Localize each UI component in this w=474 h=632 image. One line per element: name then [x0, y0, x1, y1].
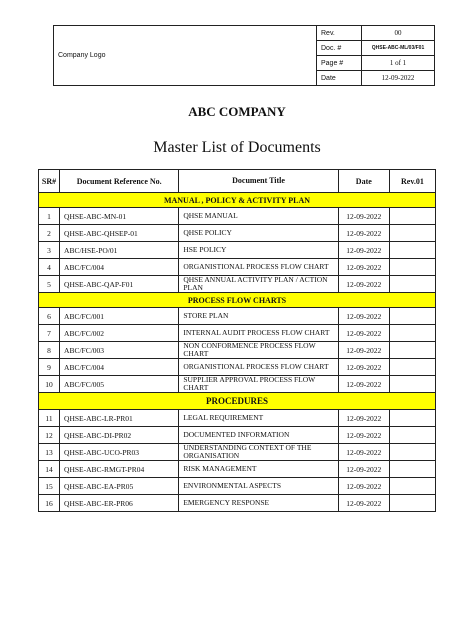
table-row — [39, 444, 436, 461]
cell-title: QHSE ANNUAL ACTIVITY PLAN / ACTION PLAN — [179, 276, 338, 293]
col-header-ref: Document Reference No. — [60, 170, 179, 193]
cell-rev — [389, 225, 435, 242]
cell-date: 12-09-2022 — [338, 242, 389, 259]
cell-date: 12-09-2022 — [338, 308, 389, 325]
header-value-page: 1 of 1 — [362, 56, 435, 71]
cell-date: 12-09-2022 — [338, 427, 389, 444]
document-header — [53, 25, 435, 86]
cell-reference: QHSE-ABC-MN-01 — [60, 208, 179, 225]
cell-rev — [389, 259, 435, 276]
cell-title: ORGANISTIONAL PROCESS FLOW CHART — [179, 259, 338, 276]
table-row — [39, 461, 436, 478]
col-header-rev: Rev.01 — [389, 170, 435, 193]
cell-sr: 16 — [39, 495, 60, 512]
table-row — [39, 427, 436, 444]
table-row — [39, 259, 436, 276]
cell-date: 12-09-2022 — [338, 461, 389, 478]
cell-date: 12-09-2022 — [338, 342, 389, 359]
table-row — [39, 325, 436, 342]
cell-sr: 7 — [39, 325, 60, 342]
col-header-sr: SR# — [39, 170, 60, 193]
cell-title: ORGANISTIONAL PROCESS FLOW CHART — [179, 359, 338, 376]
cell-title: ENVIRONMENTAL ASPECTS — [179, 478, 338, 495]
cell-title: RISK MANAGEMENT — [179, 461, 338, 478]
table-body — [39, 193, 436, 512]
section-row — [39, 293, 436, 308]
cell-date: 12-09-2022 — [338, 444, 389, 461]
cell-rev — [389, 427, 435, 444]
header-label-rev: Rev. — [317, 26, 362, 41]
cell-reference: ABC/FC/002 — [60, 325, 179, 342]
header-label-page: Page # — [317, 56, 362, 71]
cell-rev — [389, 359, 435, 376]
section-heading: PROCEDURES — [39, 393, 436, 410]
cell-sr: 8 — [39, 342, 60, 359]
cell-rev — [389, 342, 435, 359]
cell-date: 12-09-2022 — [338, 325, 389, 342]
cell-title: QHSE POLICY — [179, 225, 338, 242]
section-row — [39, 193, 436, 208]
cell-date: 12-09-2022 — [338, 276, 389, 293]
cell-sr: 3 — [39, 242, 60, 259]
section-heading: PROCESS FLOW CHARTS — [39, 293, 436, 308]
cell-reference: QHSE-ABC-LR-PR01 — [60, 410, 179, 427]
header-value-rev: 00 — [362, 26, 435, 41]
table-row — [39, 276, 436, 293]
company-name: ABC COMPANY — [188, 104, 286, 119]
cell-reference: ABC/HSE-PO/01 — [60, 242, 179, 259]
table-row — [39, 478, 436, 495]
cell-sr: 10 — [39, 376, 60, 393]
cell-title: SUPPLIER APPROVAL PROCESS FLOW CHART — [179, 376, 338, 393]
header-value-date: 12-09-2022 — [362, 71, 435, 86]
cell-rev — [389, 461, 435, 478]
section-heading: MANUAL , POLICY & ACTIVITY PLAN — [39, 193, 436, 208]
cell-sr: 13 — [39, 444, 60, 461]
cell-sr: 5 — [39, 276, 60, 293]
cell-title: DOCUMENTED INFORMATION — [179, 427, 338, 444]
cell-title: LEGAL REQUIREMENT — [179, 410, 338, 427]
table-row — [39, 208, 436, 225]
table-row — [39, 308, 436, 325]
cell-sr: 11 — [39, 410, 60, 427]
table-row — [39, 495, 436, 512]
table-row — [39, 342, 436, 359]
cell-title: INTERNAL AUDIT PROCESS FLOW CHART — [179, 325, 338, 342]
cell-date: 12-09-2022 — [338, 359, 389, 376]
cell-title: QHSE MANUAL — [179, 208, 338, 225]
cell-date: 12-09-2022 — [338, 495, 389, 512]
cell-rev — [389, 444, 435, 461]
cell-reference: QHSE-ABC-DI-PR02 — [60, 427, 179, 444]
cell-rev — [389, 478, 435, 495]
section-row — [39, 393, 436, 410]
table-header-row — [39, 170, 436, 193]
cell-reference: QHSE-ABC-RMGT-PR04 — [60, 461, 179, 478]
cell-reference: QHSE-ABC-UCO-PR03 — [60, 444, 179, 461]
cell-title: UNDERSTANDING CONTEXT OF THE ORGANISATION — [179, 444, 338, 461]
cell-rev — [389, 242, 435, 259]
cell-reference: QHSE-ABC-QAP-F01 — [60, 276, 179, 293]
cell-title: STORE PLAN — [179, 308, 338, 325]
cell-rev — [389, 208, 435, 225]
cell-rev — [389, 410, 435, 427]
cell-reference: QHSE-ABC-ER-PR06 — [60, 495, 179, 512]
header-label-date: Date — [317, 71, 362, 86]
cell-rev — [389, 495, 435, 512]
cell-title: NON CONFORMENCE PROCESS FLOW CHART — [179, 342, 338, 359]
cell-sr: 14 — [39, 461, 60, 478]
table-row — [39, 242, 436, 259]
cell-rev — [389, 276, 435, 293]
cell-reference: ABC/FC/004 — [60, 359, 179, 376]
cell-sr: 12 — [39, 427, 60, 444]
col-header-title: Document Title — [179, 170, 338, 193]
col-header-date: Date — [338, 170, 389, 193]
table-row — [39, 225, 436, 242]
cell-sr: 1 — [39, 208, 60, 225]
cell-reference: QHSE-ABC-QHSEP-01 — [60, 225, 179, 242]
cell-date: 12-09-2022 — [338, 208, 389, 225]
cell-rev — [389, 325, 435, 342]
cell-sr: 15 — [39, 478, 60, 495]
cell-date: 12-09-2022 — [338, 376, 389, 393]
cell-date: 12-09-2022 — [338, 259, 389, 276]
cell-sr: 4 — [39, 259, 60, 276]
cell-reference: ABC/FC/003 — [60, 342, 179, 359]
cell-sr: 9 — [39, 359, 60, 376]
cell-date: 12-09-2022 — [338, 410, 389, 427]
cell-sr: 6 — [39, 308, 60, 325]
table-row — [39, 410, 436, 427]
table-row — [39, 359, 436, 376]
cell-rev — [389, 376, 435, 393]
cell-reference: ABC/FC/004 — [60, 259, 179, 276]
cell-title: HSE POLICY — [179, 242, 338, 259]
cell-reference: ABC/FC/001 — [60, 308, 179, 325]
cell-reference: ABC/FC/005 — [60, 376, 179, 393]
header-value-doc: QHSE-ABC-ML/03/F01 — [362, 41, 435, 56]
cell-sr: 2 — [39, 225, 60, 242]
cell-reference: QHSE-ABC-EA-PR05 — [60, 478, 179, 495]
page-title: Master List of Documents — [153, 139, 321, 156]
table-row — [39, 376, 436, 393]
master-list-table — [38, 169, 436, 512]
company-logo-placeholder: Company Logo — [54, 26, 317, 86]
cell-date: 12-09-2022 — [338, 478, 389, 495]
cell-rev — [389, 308, 435, 325]
cell-title: EMERGENCY RESPONSE — [179, 495, 338, 512]
header-label-doc: Doc. # — [317, 41, 362, 56]
cell-date: 12-09-2022 — [338, 225, 389, 242]
